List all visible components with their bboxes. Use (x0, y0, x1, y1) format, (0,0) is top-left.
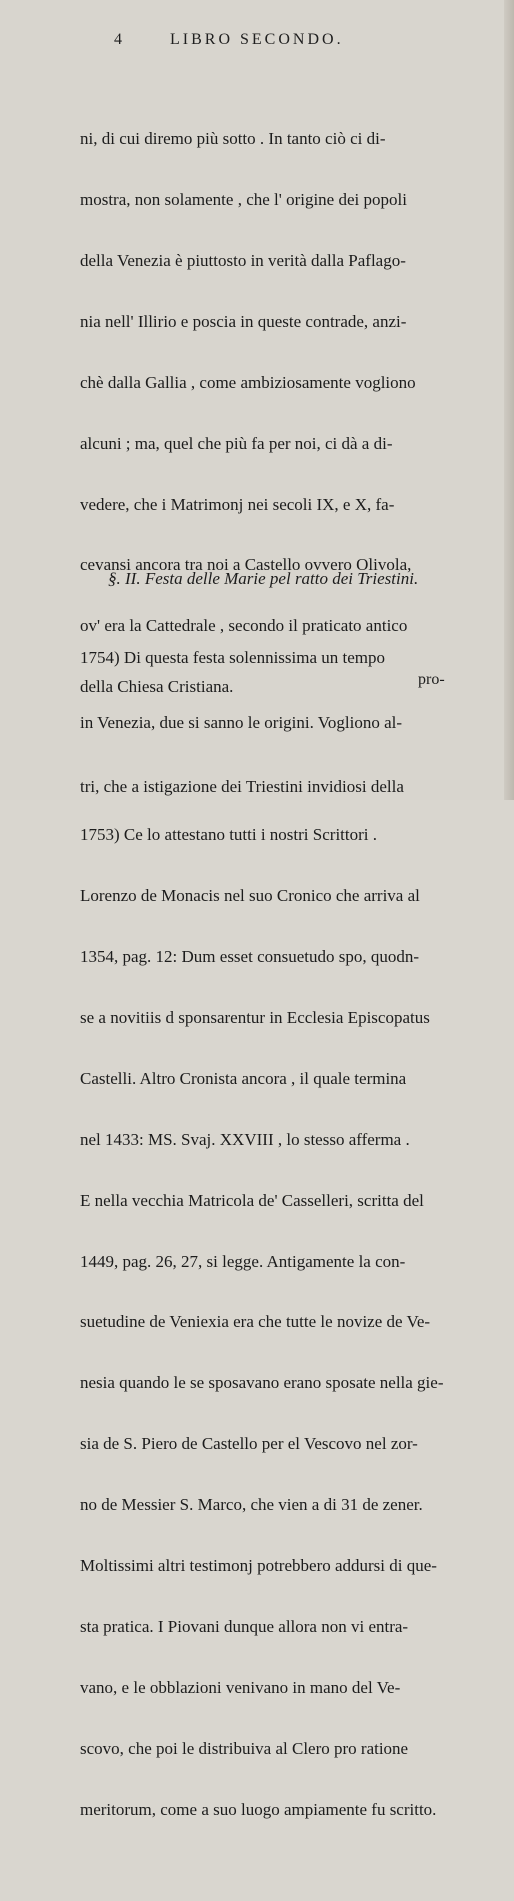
text-line: suetudine de Veniexia era che tutte le novize de Ve- (80, 1312, 431, 1332)
text-line: Lorenzo de Monacis nel suo Cronico che arriva al (80, 886, 420, 906)
text-line: cevansi ancora tra noi a Castello ovvero Olivola, (80, 555, 412, 575)
catchword: pro- (418, 671, 445, 688)
text-line: alcuni ; ma, quel che più fa per noi, ci dà a di- (80, 433, 393, 453)
text-line: E nella vecchia Matricola de' Casselleri, scritta del (80, 1190, 424, 1210)
text-line: chè dalla Gallia , come ambiziosamente vogliono (80, 372, 416, 392)
text-line: della Chiesa Cristiana. (80, 677, 234, 697)
text-line: nesia quando le se sposavano erano sposate nella gie- (80, 1373, 444, 1393)
paragraph-2 (80, 785, 472, 1861)
text-line: ni, di cui diremo più sotto . In tanto ciò ci di- (80, 129, 386, 149)
text-line: nia nell' Illirio e poscia in queste contrade, anzi- (80, 311, 407, 331)
running-head: LIBRO SECONDO. (170, 31, 344, 48)
text-line: tri, che a istigazione dei Triestini invidiosi della (80, 777, 404, 796)
text-line: se a novitiis d sponsarentur in Ecclesia Episcopatus (80, 1007, 430, 1027)
page-header (82, 30, 462, 50)
text-line: 1449, pag. 26, 27, si legge. Antigamente la con- (80, 1251, 406, 1271)
text-line: sia de S. Piero de Castello per el Vescovo nel zor- (80, 1434, 418, 1454)
text-line: 1754) Di questa festa solennissima un tempo (80, 648, 386, 667)
text-line: mostra, non solamente , che l' origine dei popoli (80, 190, 407, 210)
text-line: ov' era la Cattedrale , secondo il praticato antico (80, 616, 408, 636)
page-number: 4 (114, 31, 122, 48)
text-line: 1354, pag. 12: Dum esset consuetudo spo, quodn- (80, 947, 420, 967)
text-line: no de Messier S. Marco, che vien a di 31 de zener. (80, 1495, 423, 1515)
page-edge (504, 0, 514, 800)
text-line: Moltissimi altri testimonj potrebbero addursi di que- (80, 1555, 437, 1575)
body-text (80, 48, 472, 1901)
text-line: scovo, che poi le distribuiva al Clero pro ratione (80, 1738, 409, 1758)
text-line: Castelli. Altro Cronista ancora , il quale termina (80, 1068, 407, 1088)
text-line: meritorum, come a suo luogo ampiamente fu scritto. (80, 1799, 437, 1819)
text-line: in Venezia, due si sanno le origini. Vogliono al- (80, 712, 403, 732)
text-line: sta pratica. I Piovani dunque allora non vi entra- (80, 1616, 409, 1636)
text-line: 1753) Ce lo attestano tutti i nostri Scrittori . (80, 825, 377, 845)
text-line: della Venezia è piuttosto in verità dalla Paflago- (80, 250, 406, 270)
text-line: nel 1433: MS. Svaj. XXVIII , lo stesso afferma . (80, 1129, 410, 1149)
text-line: vano, e le obblazioni venivano in mano del Ve- (80, 1677, 401, 1697)
paragraph-3 (80, 604, 472, 841)
text-line: vedere, che i Matrimonj nei secoli IX, e X, fa- (80, 494, 395, 514)
section-title: §. II. Festa delle Marie pel ratto dei Triestini. (108, 569, 419, 588)
